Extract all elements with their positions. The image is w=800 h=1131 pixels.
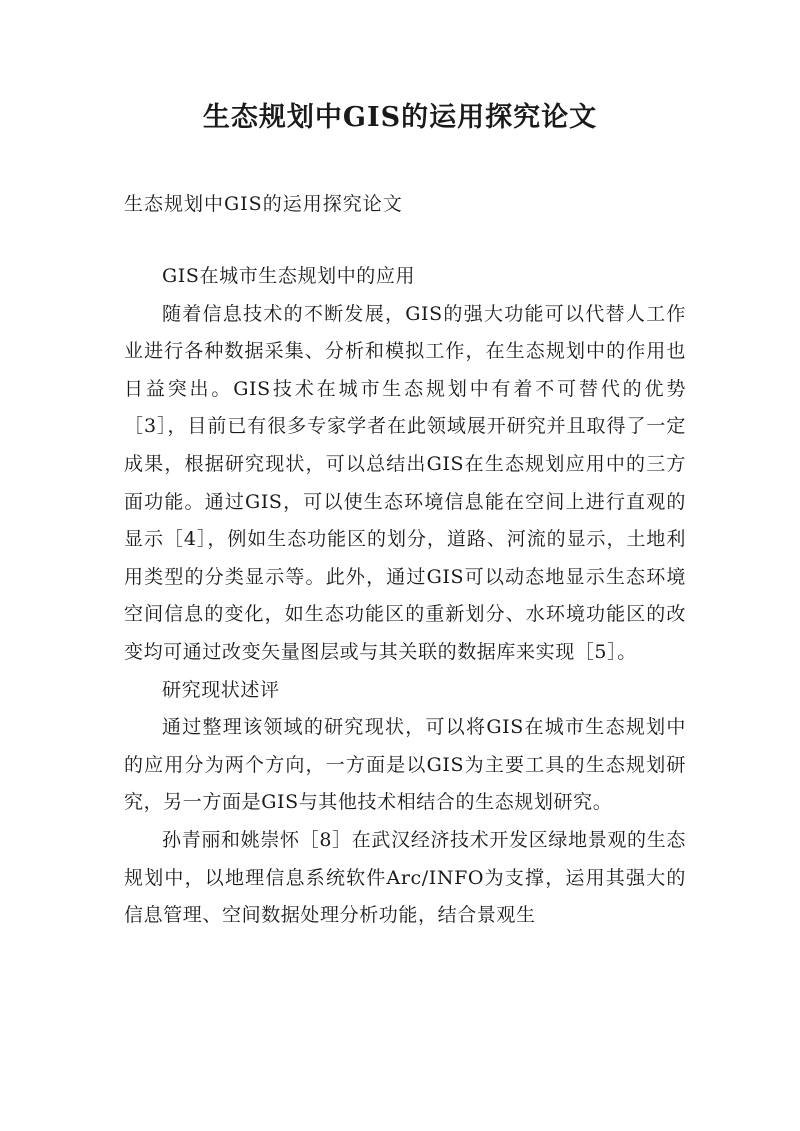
section-heading-research-review: 研究现状述评 — [162, 678, 280, 701]
section-heading-gis-application: GIS在城市生态规划中的应用 — [162, 265, 416, 287]
paragraph-case-study: 孙青丽和姚崇怀［8］在武汉经济技术开发区绿地景观的生态规划中，以地理信息系统软件Arc/INFO为支撑，运用其强大的信息管理、空间数据处理分析功能，结合景观生 — [124, 828, 686, 927]
paragraph-gis-functions: 随着信息技术的不断发展，GIS的强大功能可以代替人工作业进行各种数据采集、分析和模拟工作，在生态规划中的作用也日益突出。GIS技术在城市生态规划中有着不可替代的优势［3］，目前已有很多专家学者在此领域展开研究并且取得了一定成果，根据研究现状，可以总结出GIS在生态规划应用中的三方面功能。通过GIS，可以使生态环境信息能在空间上进行直观的显示［4］，例如生态功能区的划分，道路、河流的显示，土地利用类型的分类显示等。此外，通过GIS可以动态地显示生态环境空间信息的变化，如生态功能区的重新划分、水环境功能区的改变均可通过改变矢量图层或与其关联的数据库来实现［5］。 — [124, 302, 686, 663]
document-title: 生态规划中GIS的运用探究论文 — [202, 102, 598, 133]
paragraph-research-directions: 通过整理该领域的研究现状，可以将GIS在城市生态规划中的应用分为两个方向，一方面是以GIS为主要工具的生态规划研究，另一方面是GIS与其他技术相结合的生态规划研究。 — [124, 716, 686, 814]
document-subtitle: 生态规划中GIS的运用探究论文 — [124, 193, 403, 215]
document-body — [124, 258, 686, 935]
